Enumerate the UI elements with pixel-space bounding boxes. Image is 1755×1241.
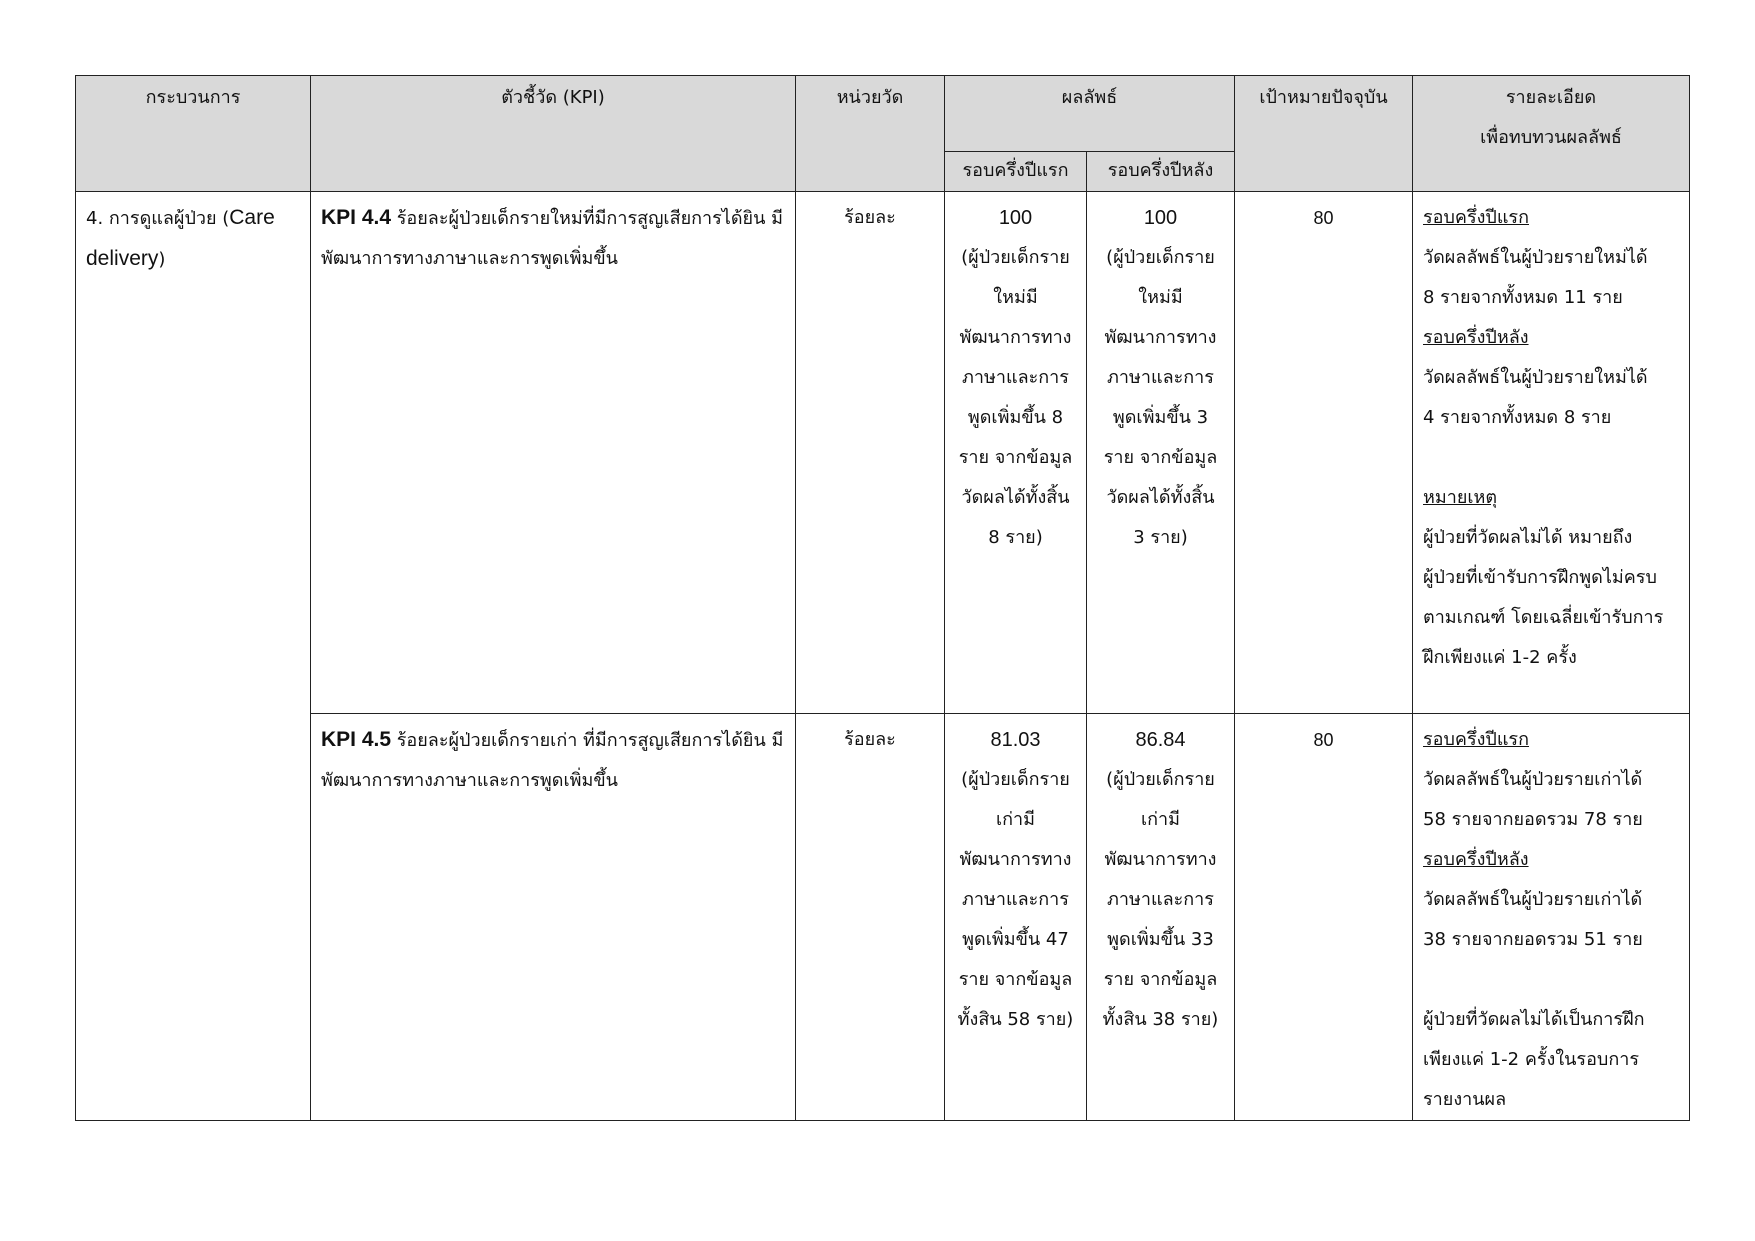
header-details-line2: เพื่อทบทวนผลลัพธ์ [1480,127,1622,148]
note-text: ผู้ป่วยที่วัดผลไม่ได้ หมายถึง ผู้ป่วยที่เข้ารับการฝึกพูดไม่ครบ ตามเกณฑ์ โดยเฉลี่ยเข้ารับการ ฝึกเพียงแค่ 1-2 ครั้ง [1423,527,1664,668]
detail-second-heading: รอบครึ่งปีหลัง [1423,849,1529,870]
detail-first-heading: รอบครึ่งปีแรก [1423,729,1529,750]
details-cell [1413,192,1690,714]
detail-first-text: วัดผลลัพธ์ในผู้ป่วยรายเก่าได้ 58 รายจากยอดรวม 78 ราย [1423,769,1643,830]
first-half-note: (ผู้ป่วยเด็กราย เก่ามี พัฒนาการทาง ภาษาและการ พูดเพิ่มขึ้น 47 ราย จากข้อมูล ทั้งสิน 58 ราย) [957,769,1074,1030]
second-half-cell [1087,714,1235,1121]
second-half-value: 86.84 [1135,729,1186,751]
target-cell: 80 [1235,714,1413,1121]
details-cell [1413,714,1690,1121]
target-cell: 80 [1235,192,1413,714]
header-process: กระบวนการ [76,76,311,192]
header-target: เป้าหมายปัจจุบัน [1235,76,1413,192]
process-english: Care delivery [86,206,275,270]
spacer [1423,960,1679,1000]
header-first-half: รอบครึ่งปีแรก [945,152,1087,192]
kpi-code: KPI 4.5 [321,728,392,751]
detail-second-heading: รอบครึ่งปีหลัง [1423,327,1529,348]
second-half-note: (ผู้ป่วยเด็กราย เก่ามี พัฒนาการทาง ภาษาและการ พูดเพิ่มขึ้น 33 ราย จากข้อมูล ทั้งสิน 38 ราย) [1102,769,1219,1030]
detail-second-text: วัดผลลัพธ์ในผู้ป่วยรายใหม่ได้ 4 รายจากทั้งหมด 8 ราย [1423,367,1648,428]
header-details-line1: รายละเอียด [1505,87,1597,108]
kpi-text: ร้อยละผู้ป่วยเด็กรายเก่า ที่มีการสูญเสียการได้ยิน มีพัฒนาการทางภาษาและการพูดเพิ่มขึ้น [321,730,784,791]
first-half-cell [945,714,1087,1121]
detail-second-text: วัดผลลัพธ์ในผู้ป่วยรายเก่าได้ 38 รายจากยอดรวม 51 ราย [1423,889,1643,950]
first-half-note: (ผู้ป่วยเด็กราย ใหม่มี พัฒนาการทาง ภาษาและการ พูดเพิ่มขึ้น 8 ราย จากข้อมูล วัดผลได้ทั้งสิ้น 8 ราย) [958,247,1073,548]
first-half-cell [945,192,1087,714]
note-heading: หมายเหตุ [1423,487,1498,508]
note-text: ผู้ป่วยที่วัดผลไม่ได้เป็นการฝึก เพียงแค่ 1-2 ครั้งในรอบการ รายงานผล [1423,1009,1645,1110]
first-half-value: 100 [998,207,1033,229]
spacer [1423,438,1679,478]
detail-first-heading: รอบครึ่งปีแรก [1423,207,1529,228]
kpi-table [75,75,1690,1121]
header-results: ผลลัพธ์ [945,76,1235,152]
kpi-text: ร้อยละผู้ป่วยเด็กรายใหม่ที่มีการสูญเสียการได้ยิน มีพัฒนาการทางภาษาและการพูดเพิ่มขึ้น [321,208,783,269]
header-second-half: รอบครึ่งปีหลัง [1087,152,1235,192]
header-details [1413,76,1690,192]
second-half-note: (ผู้ป่วยเด็กราย ใหม่มี พัฒนาการทาง ภาษาและการ พูดเพิ่มขึ้น 3 ราย จากข้อมูล วัดผลได้ทั้งสิ้น 3 ราย) [1103,247,1218,548]
first-half-value: 81.03 [990,729,1041,751]
kpi-code: KPI 4.4 [321,206,392,229]
header-kpi: ตัวชี้วัด (KPI) [311,76,796,192]
unit-cell: ร้อยละ [796,192,945,714]
second-half-cell [1087,192,1235,714]
header-unit: หน่วยวัด [796,76,945,192]
second-half-value: 100 [1143,207,1178,229]
table-row [76,192,1690,714]
process-prefix: 4. การดูแลผู้ป่วย ( [86,208,230,229]
detail-first-text: วัดผลลัพธ์ในผู้ป่วยรายใหม่ได้ 8 รายจากทั้งหมด 11 ราย [1423,247,1648,308]
kpi-document-page [75,75,1689,1121]
table-row [76,714,1690,1121]
unit-cell: ร้อยละ [796,714,945,1121]
kpi-cell [311,192,796,714]
kpi-cell [311,714,796,1121]
process-suffix: ) [158,249,166,270]
process-cell [76,192,311,1121]
